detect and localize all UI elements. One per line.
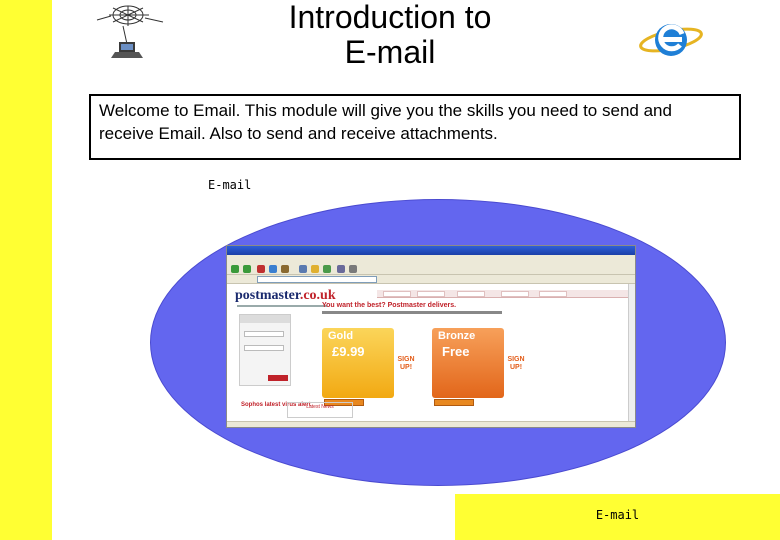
footer-label: E-mail [595, 508, 640, 522]
welcome-text: Welcome to Email. This module will give you the skills you need to send and receive Email. Also to send and receive attachments. [99, 101, 672, 143]
footer-bar [455, 494, 780, 540]
postmaster-banner [322, 302, 622, 316]
favorites-icon [311, 265, 319, 273]
web-computer-icon [93, 4, 167, 62]
browser-menu-bar [227, 255, 635, 263]
browser-status-bar [227, 421, 635, 427]
banner-text: You want the best? Postmaster delivers. [322, 302, 457, 309]
browser-screenshot [226, 245, 636, 428]
logo-suffix: .co.uk [299, 288, 336, 303]
bronze-sign-up-badge: SIGN UP! [507, 356, 525, 371]
gold-name: Gold [328, 330, 354, 342]
latest-news-box: Latest News [287, 402, 353, 418]
login-header [240, 315, 290, 323]
print-icon [349, 265, 357, 273]
login-password-field [244, 345, 284, 351]
left-accent-bar [0, 0, 52, 540]
internet-explorer-icon [636, 18, 706, 62]
back-icon [231, 265, 239, 273]
login-panel [239, 314, 291, 386]
nav-item [457, 291, 485, 297]
banner-subtext [322, 311, 502, 314]
browser-scrollbar [628, 284, 635, 428]
welcome-text-box [89, 94, 741, 160]
gold-plan-card [322, 328, 394, 398]
logo-main: postmaster [235, 288, 300, 303]
mail-icon [337, 265, 345, 273]
slide-title [215, 0, 565, 70]
browser-title-bar [227, 246, 635, 255]
email-caption: E-mail [208, 178, 252, 192]
gold-sign-up-badge: SIGN UP! [397, 356, 415, 371]
browser-address-bar [227, 275, 635, 284]
bronze-more-info-button [434, 399, 474, 406]
bronze-price: Free [442, 344, 470, 359]
nav-item [383, 291, 411, 297]
sophos-alert: Sophos latest virus alert [241, 402, 311, 408]
nav-item [539, 291, 567, 297]
bronze-plan-card [432, 328, 504, 398]
nav-item [501, 291, 529, 297]
postmaster-page [227, 284, 635, 428]
refresh-icon [269, 265, 277, 273]
gold-price: £9.99 [332, 344, 365, 359]
bronze-name: Bronze [438, 330, 476, 342]
postmaster-nav [377, 290, 633, 298]
login-username-field [244, 331, 284, 337]
stop-icon [257, 265, 265, 273]
search-icon [299, 265, 307, 273]
logo-tagline [237, 305, 327, 307]
login-button [268, 375, 288, 381]
postmaster-logo [235, 288, 336, 304]
forward-icon [243, 265, 251, 273]
title-line-1: Introduction to [288, 0, 492, 35]
home-icon [281, 265, 289, 273]
history-icon [323, 265, 331, 273]
title-line-2: E-mail [344, 34, 436, 70]
address-field [257, 276, 377, 283]
nav-item [417, 291, 445, 297]
browser-toolbar [227, 263, 635, 275]
